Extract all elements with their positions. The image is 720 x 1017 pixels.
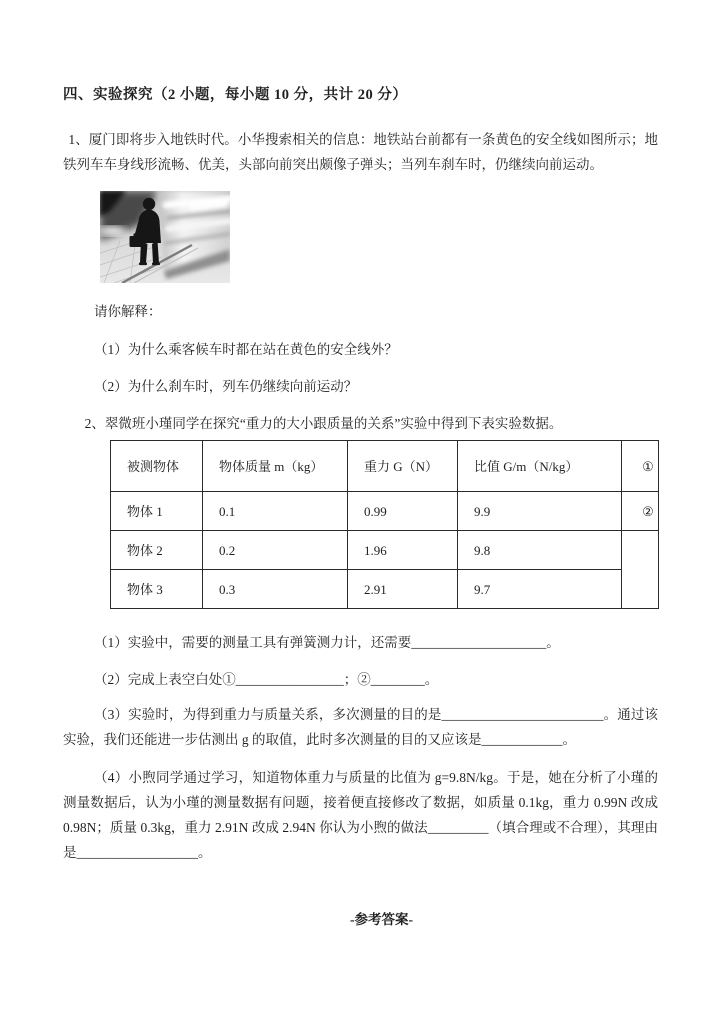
- table-cell-object: 物体 1: [111, 492, 203, 531]
- question-2-sub-2: （2）完成上表空白处①________________；②________。: [94, 672, 439, 687]
- table-cell-mass: 0.3: [203, 570, 348, 609]
- table-cell-mass: 0.1: [203, 492, 348, 531]
- question-2-intro: 2、翠微班小瑾同学在探究“重力的大小跟质量的关系”实验中得到下表实验数据。: [84, 416, 563, 431]
- table-header-row: [111, 441, 659, 492]
- subway-platform-photo: [100, 191, 230, 283]
- question-1-sub-2: （2）为什么刹车时，列车仍继续向前运动？: [94, 379, 358, 394]
- question-1-prompt: 请你解释：: [94, 304, 162, 319]
- question-2-sub-3: （3）实验时，为得到重力与质量关系，多次测量的目的是________________________。通过该实验，我们还能进一步估测出 g 的取值，此时多次测量的目的又应该是____________。: [63, 707, 658, 747]
- section-heading: 四、实验探究（2 小题，每小题 10 分，共计 20 分）: [63, 87, 408, 103]
- table-cell-object: 物体 3: [111, 570, 203, 609]
- table-row-object-2: [111, 531, 659, 570]
- table-cell-ratio: 9.7: [458, 570, 622, 609]
- table-cell-ratio: 9.8: [458, 531, 622, 570]
- table-cell-object: 物体 2: [111, 531, 203, 570]
- question-1-sub-1: （1）为什么乘客候车时都在站在黄色的安全线外？: [94, 342, 398, 357]
- question-2-sub-1: （1）实验中，需要的测量工具有弹簧测力计，还需要____________________。: [94, 635, 560, 650]
- experiment-data-table: [110, 440, 659, 609]
- table-cell-gravity: 0.99: [348, 492, 458, 531]
- table-cell-empty-merged: [622, 531, 659, 609]
- reference-answer-divider: -参考答案-: [350, 912, 413, 927]
- table-header-object: 被测物体: [111, 441, 203, 492]
- table-cell-mass: 0.2: [203, 531, 348, 570]
- table-header-blank-1: ①: [622, 441, 659, 492]
- table-cell-gravity: 2.91: [348, 570, 458, 609]
- question-1-text: 1、厦门即将步入地铁时代。小华搜索相关的信息：地铁站台前都有一条黄色的安全线如图所示；地铁列车车身线形流畅、优美，头部向前突出颇像子弹头；当列车刹车时，仍继续向前运动。: [63, 132, 658, 172]
- table-row-object-1: [111, 492, 659, 531]
- table-header-mass: 物体质量 m（kg）: [203, 441, 348, 492]
- table-cell-blank-2: ②: [622, 492, 659, 531]
- table-header-ratio: 比值 G/m（N/kg）: [458, 441, 622, 492]
- question-2-sub-4: （4）小煦同学通过学习，知道物体重力与质量的比值为 g=9.8N/kg。于是，她在分析了小瑾的测量数据后，认为小瑾的测量数据有问题，接着便直接修改了数据，如质量 0.1kg，重力 0.99N 改成 0.98N；质量 0.3kg，重力 2.91N 改成 2.94N 你认为小煦的做法_________（填合理或不合理），其理由是__________________。: [63, 770, 658, 860]
- table-header-gravity: 重力 G（N）: [348, 441, 458, 492]
- table-cell-ratio: 9.9: [458, 492, 622, 531]
- table-cell-gravity: 1.96: [348, 531, 458, 570]
- table-row-object-3: [111, 570, 659, 609]
